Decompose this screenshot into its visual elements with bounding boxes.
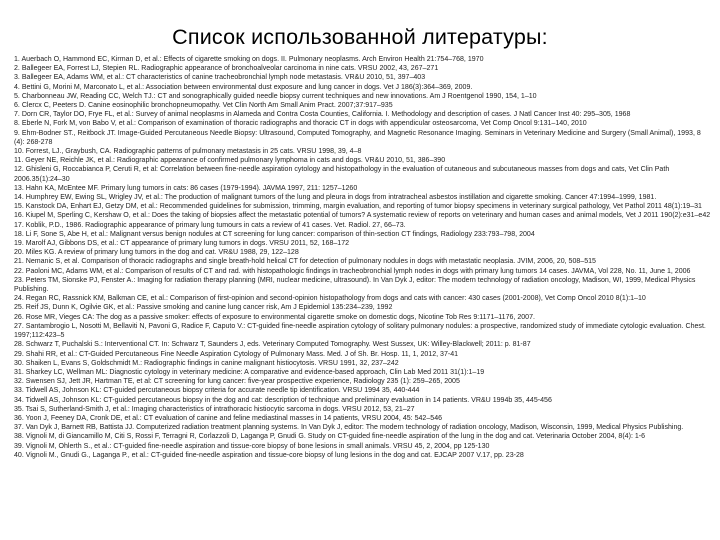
reference-item: 16. Kiupel M, Sperling C, Kershaw O, et al.: Does the taking of biopsies affect the metastatic potential of tumors? A systematic review of reports on veterinary and human cases and animal models, Vet J 2011 190(2):e31–e42 bbox=[14, 212, 711, 220]
reference-item: 36. Yoon J, Feeney DA, Cronk DE, et al.: CT evaluation of canine and feline mediastinal masses in 14 patients, VRSU 2004, 45: 542–546 bbox=[14, 414, 443, 422]
reference-item: 29. Shahi RR, et al.: CT-Guided Percutaneous Fine Needle Aspiration Cytology of Pulmonary Mass. Med. J of Sh. Br. Hosp. 11, 1, 2012, 37-41 bbox=[14, 350, 459, 358]
reference-item: 39. Vignoli M, Ohlerth S., et al.: CT-guided fine-needle aspiration and tissue-core biopsy of bone lesions in small animals. VRSU 45, 2, 2004, pp 125-130 bbox=[14, 442, 490, 450]
reference-item: 13. Hahn KA, McEntee MF. Primary lung tumors in cats: 86 cases (1979-1994). JAVMA 1997, 211: 1257–1260 bbox=[14, 184, 358, 192]
reference-item: 15. Kanstock DA, Enhart EJ, Getzy DM, et al.: Recommended guidelines for submission, trimming, margin evaluation, and reporting of tumor biopsy specimens in veterinary surgical pathology, Vet Pathol 2011 48(1):19–31 bbox=[14, 203, 702, 211]
reference-item: 24. Regan RC, Rassnick KM, Balkman CE, et al.: Comparison of first-opinion and second-opinion histopathology from dogs and cats with cancer: 430 cases (2001-2008), Vet Comp Oncol 2010 8(1):1–10 bbox=[14, 295, 646, 303]
reference-item: 21. Nemanic S, et al. Comparison of thoracic radiographs and single breath-hold helical CT for detection of pulmonary nodules in dogs with metastatic neoplasia. JVIM, 2006, 20, 508–515 bbox=[14, 258, 596, 266]
reference-item: 18. Li F, Sone S, Abe H, et al.: Malignant versus benign nodules at CT screening for lung cancer: comparison of thin-section CT findings, Radiology 233:793–798, 2004 bbox=[14, 230, 535, 238]
reference-item: 9. Ehm-Bodner ST., Reitbock JT. Image-Guided Percutaneous Needle Biopsy: Ultrasound, Computed Tomography, and Magnetic Resonance Imaging. Seminars in Veterinary Medicine and Surgery (Small Animal), 1993, 8 (4): 268-278 bbox=[14, 129, 701, 146]
reference-item: 2. Ballegeer EA, Forrest LJ, Stepien RL. Radiographic appearance of bronchoalveolar carcinoma in nine cats. VRSU 2002, 43, 267–271 bbox=[14, 65, 439, 73]
reference-item: 28. Schwarz T, Puchalski S.: Interventional CT. In: Schwarz T, Saunders J, eds. Veterinary Computed Tomography. West Sussex, UK: Willey-Blackwell; 2011: p. 81-87 bbox=[14, 341, 531, 349]
reference-item: 38. Vignoli M, di Giancamillo M, Citi S, Rossi F, Terragni R, Corlazzoli D, Laganga P, Gnudi G. Study on CT-guided fine-needle aspiration of the lung in the dog and cat. Veterinaria October 2004, 8(4): 1-6 bbox=[14, 433, 646, 441]
reference-item: 26. Rose MR, Vieges CA: The dog as a passive smoker: effects of exposure to environmental cigarette smoke on domestic dogs, Nicotine Tob Res 9:1171–1176, 2007. bbox=[14, 313, 535, 321]
reference-item: 11. Geyer NE, Reichle JK, et al.: Radiographic appearance of confirmed pulmonary lymphoma in cats and dogs. VR&U 2010, 51, 386–390 bbox=[14, 157, 446, 165]
reference-item: 14. Humphrey EW, Ewing SL, Wrigley JV, et al.: The production of malignant tumors of the lung and pleura in dogs from intratracheal asbestos instillation and cigarette smoking. Cancer 47:1994–1999, 1981. bbox=[14, 194, 657, 202]
reference-item: 27. Santambrogio L, Nosotti M, Bellaviti N, Pavoni G, Radice F, Caputo V.: CT-guided fine-needle aspiration cytology of solitary pulmonary nodules: a prospective, randomized study of immediate cytologic evaluation. Chest. 1997;112:423–5 bbox=[14, 322, 706, 340]
reference-list bbox=[14, 55, 712, 460]
reference-item: 23. Peters TM, Sionske PJ, Fenster A.: Imaging for radiation therapy planning (MRI, nuclear medicine, ultrasound). In Van Dyk J, editor: The modern technology of radiation oncology, Madison, WI, 1999, Medical Physics Publishing. bbox=[14, 276, 696, 294]
reference-item: 3. Ballegeer EA, Adams WM, et al.: CT characteristics of canine tracheobronchial lymph node metastasis. VR&U 2010, 51, 397–403 bbox=[14, 74, 426, 82]
reference-item: 32. Swensen SJ, Jett JR, Hartman TE, et al: CT screening for lung cancer: five-year prospective experience, Radiology 235 (1): 259–265, 2005 bbox=[14, 378, 460, 386]
reference-item: 40. Vignoli M., Gnudi G., Laganga P., et al.: CT-guided fine-needle aspiration and tissue-core biopsy of lung lesions in the dog and cat. EJCAP 2007 V.17, pp. 23-28 bbox=[14, 451, 524, 459]
reference-item: 25. Reif JS, Dunn K, Ogilvie GK, et al.: Passive smoking and canine lung cancer risk, Am J Epidemiol 135:234–239, 1992 bbox=[14, 304, 393, 312]
reference-item: 4. Bettini G, Morini M, Marconato L, et al.: Association between environmental dust exposure and lung cancer in dogs. Vet J 186(3):364–369, 2009. bbox=[14, 83, 473, 91]
reference-item: 37. Van Dyk J, Barnett RB, Battista JJ. Computerized radiation treatment planning systems. In Van Dyk J, editor: The modern technology of radiation oncology, Madison, Wisconsin, 1999, Medical Physics Publishing. bbox=[14, 424, 684, 432]
reference-item: 22. Paoloni MC, Adams WM, et al.: Comparison of results of CT and rad. with histopathologic findings in tracheobronchial lymph nodes in dogs with primary lung tumors 14 cases. JAVMA, Vol 228, No. 11, June 1, 2006 bbox=[14, 267, 691, 275]
reference-item: 8. Eberle N, Fork M, von Babo V, et al.: Comparison of examination of thoracic radiographs and thoracic CT in dogs with appendicular osteosarcoma, Vet Comp Oncol 9:131–140, 2010 bbox=[14, 120, 587, 128]
reference-item: 33. Tidwell AS, Johnson KL: CT-guided percutaneous biopsy criteria for accurate needle tip identification. VRSU 1994 35, 440-444 bbox=[14, 387, 420, 395]
reference-item: 19. Marolf AJ, Gibbons DS, et al.: CT appearance of primary lung tumors in dogs. VRSU 2011, 52, 168–172 bbox=[14, 240, 350, 248]
page-title: Список использованной литературы: bbox=[172, 25, 548, 49]
reference-item: 7. Dorn CR, Taylor DO, Frye FL, et al.: Survey of animal neoplasms in Alameda and Contra Costa Counties, California. I. Methodology and description of cases. J Natl Cancer Inst 40: 295–305, 1968 bbox=[14, 111, 631, 119]
reference-item: 17. Koblik, P.D., 1986. Radiographic appearance of primary lung tumours in cats a review of 41 cases. Vet. Radiol. 27, 66–73. bbox=[14, 221, 406, 229]
reference-item: 20. Miles KG. A review of primary lung tumors in the dog and cat. VR&U 1988, 29, 122–128 bbox=[14, 249, 299, 257]
reference-item: 5. Charbonneau JW, Reading CC, Welch TJ.: CT and sonographically guided needle biopsy current techniques and new innovations. Am J Roentgenol 1990, 154, 1–10 bbox=[14, 92, 537, 100]
reference-item: 30. Shaiken L, Evans S, Goldschmidt M.: Radiographic findings in canine malignant histiocytosis. VRSU 1991, 32, 237–242 bbox=[14, 359, 399, 367]
reference-item: 10. Forrest, LJ., Graybush, CA. Radiographic patterns of pulmonary metastasis in 25 cats. VRSU 1998, 39, 4–8 bbox=[14, 148, 362, 156]
reference-item: 6. Clercx C, Peeters D. Canine eosinophilic bronchopneumopathy. Vet Clin North Am Small Anim Pract. 2007;37:917–935 bbox=[14, 102, 393, 110]
reference-item: 34. Tidwell AS, Johnson KL: CT-guided percutaneous biopsy in the dog and cat: description of technique and preliminary evaluation in 14 patients. VR&U 1994b 35, 445-456 bbox=[14, 396, 552, 404]
reference-item: 31. Sharkey LC, Wellman ML: Diagnostic cytology in veterinary medicine: A comparative and evidence-based approach, Clin Lab Med 2011 31(1):1–19 bbox=[14, 368, 485, 376]
reference-item: 1. Auerbach O, Hammond EC, Kirman D, et al.: Effects of cigarette smoking on dogs. II. Pulmonary neoplasms. Arch Environ Health 21:754–768, 1970 bbox=[14, 56, 484, 63]
reference-item: 12. Ghisleni G, Roccabianca P, Ceruti R, et al: Correlation between fine-needle aspiration cytology and histopathology in the evaluation of cutaneous and subcutaneous masses from dogs and cats, Vet Clin Path 2006.35(1):24–30 bbox=[14, 166, 670, 183]
reference-item: 35. Tsai S, Sutherland-Smith J, et al.: Imaging characteristics of intrathoracic histiocytic sarcoma in dogs. VRSU 2012, 53, 21–27 bbox=[14, 405, 415, 413]
